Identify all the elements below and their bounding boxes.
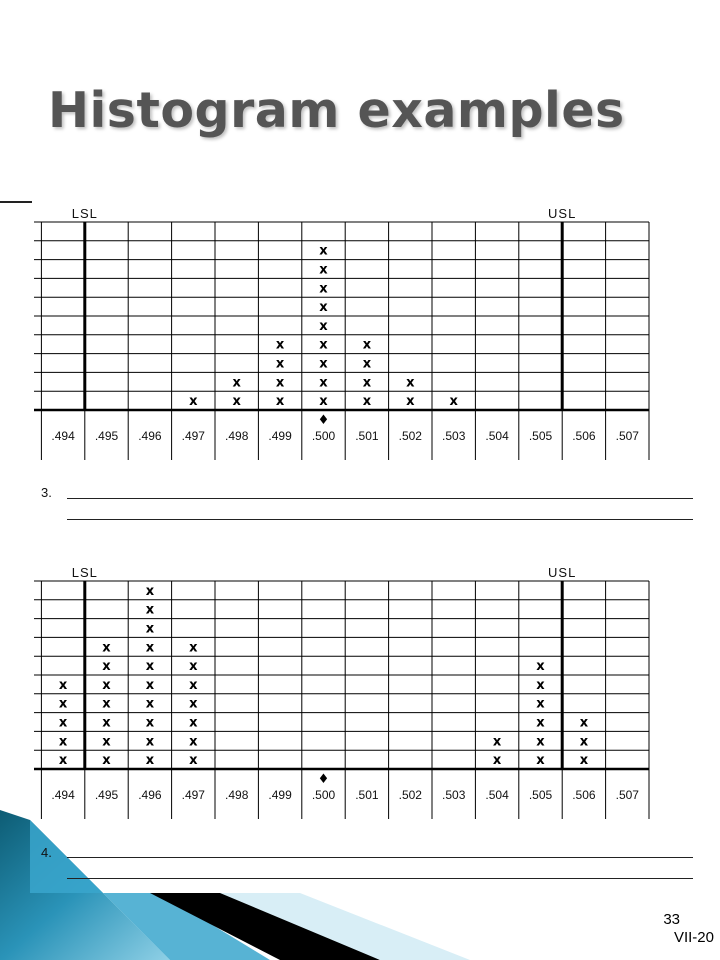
lsl-label: LSL: [71, 565, 98, 580]
tally-mark: x: [102, 677, 111, 693]
lsl-label: LSL: [71, 206, 98, 221]
tally-mark: x: [58, 753, 68, 769]
tally-mark: x: [492, 734, 502, 750]
tick-label: .500: [311, 429, 336, 443]
tally-mark: x: [406, 375, 415, 391]
tally-mark: x: [319, 375, 328, 391]
tally-mark: x: [579, 734, 589, 750]
tick-label: .505: [528, 788, 553, 802]
tick-label: .495: [94, 788, 119, 802]
answer-line-3b[interactable]: [67, 519, 693, 520]
tally-mark: x: [145, 602, 155, 618]
answer-line-4a[interactable]: [67, 857, 693, 858]
usl-label: USL: [548, 565, 577, 580]
tally-mark: x: [319, 318, 328, 334]
tick-label: .499: [268, 788, 292, 802]
tick-label: .504: [485, 788, 509, 802]
tally-mark: x: [362, 356, 372, 372]
tally-mark: x: [58, 734, 68, 750]
tally-mark: x: [145, 621, 155, 637]
exercise-label-3: 3.: [41, 485, 52, 500]
tick-label: .496: [138, 788, 162, 802]
tally-mark: x: [319, 394, 328, 410]
tick-label: .494: [51, 788, 75, 802]
tally-mark: x: [102, 696, 111, 712]
tally-mark: x: [232, 375, 241, 391]
tick-label: .496: [138, 429, 162, 443]
tick-label: .503: [442, 429, 466, 443]
page-number: 33: [663, 911, 680, 928]
tick-label: .498: [225, 788, 249, 802]
tick-label: .502: [398, 429, 422, 443]
histogram-chart-2: [0, 563, 660, 819]
tally-mark: x: [102, 640, 111, 656]
tally-mark: x: [145, 583, 155, 599]
tick-label: .502: [398, 788, 422, 802]
tick-label: .501: [355, 429, 379, 443]
slide-id: VII-20: [673, 929, 714, 946]
tally-mark: x: [145, 696, 155, 712]
tally-mark: x: [145, 715, 155, 731]
tally-mark: x: [449, 394, 458, 410]
tally-mark: x: [362, 394, 372, 410]
tick-label: .495: [94, 429, 119, 443]
tick-label: .506: [572, 788, 596, 802]
tally-mark: x: [189, 677, 198, 693]
tally-mark: x: [145, 753, 155, 769]
tally-mark: x: [189, 734, 198, 750]
exercise-label-4: 4.: [41, 845, 52, 860]
tally-mark: x: [275, 375, 285, 391]
tally-mark: x: [536, 753, 545, 769]
tally-mark: x: [145, 640, 155, 656]
tally-mark: x: [579, 753, 589, 769]
tick-label: .498: [225, 429, 249, 443]
tally-mark: x: [319, 243, 328, 259]
tally-mark: x: [362, 337, 372, 353]
tally-mark: x: [536, 677, 545, 693]
tally-mark: x: [319, 262, 328, 278]
answer-line-4b[interactable]: [67, 878, 693, 879]
tick-label: .507: [615, 429, 639, 443]
tally-mark: x: [492, 753, 502, 769]
tally-mark: x: [145, 677, 155, 693]
target-marker: ♦: [317, 413, 330, 428]
tally-mark: x: [189, 394, 198, 410]
slide-title: Histogram examples: [48, 82, 625, 139]
tick-label: .501: [355, 788, 379, 802]
tally-mark: x: [232, 394, 241, 410]
histogram-chart-1: [0, 204, 660, 460]
tick-label: .507: [615, 788, 639, 802]
tally-mark: x: [536, 734, 545, 750]
usl-label: USL: [548, 206, 577, 221]
tally-mark: x: [579, 715, 589, 731]
tally-mark: x: [189, 753, 198, 769]
tick-label: .494: [51, 429, 75, 443]
tally-mark: x: [319, 337, 328, 353]
tick-label: .503: [442, 788, 466, 802]
tick-label: .505: [528, 429, 553, 443]
tally-mark: x: [189, 640, 198, 656]
tally-mark: x: [102, 659, 111, 675]
tally-mark: x: [58, 715, 68, 731]
tick-label: .497: [181, 429, 205, 443]
title-divider: [0, 201, 32, 203]
tally-mark: x: [319, 281, 328, 297]
tally-mark: x: [102, 753, 111, 769]
tally-mark: x: [189, 715, 198, 731]
tick-label: .504: [485, 429, 509, 443]
tally-mark: x: [189, 659, 198, 675]
tally-mark: x: [58, 696, 68, 712]
tally-mark: x: [58, 677, 68, 693]
tally-mark: x: [102, 734, 111, 750]
tally-mark: x: [145, 734, 155, 750]
tally-mark: x: [189, 696, 198, 712]
tally-mark: x: [145, 659, 155, 675]
tally-mark: x: [406, 394, 415, 410]
tally-mark: x: [275, 337, 285, 353]
target-marker: ♦: [317, 772, 330, 787]
tick-label: .500: [311, 788, 336, 802]
tick-label: .499: [268, 429, 292, 443]
tally-mark: x: [536, 696, 545, 712]
tally-mark: x: [362, 375, 372, 391]
tick-label: .506: [572, 429, 596, 443]
tally-mark: x: [319, 300, 328, 316]
tally-mark: x: [536, 715, 545, 731]
tally-mark: x: [319, 356, 328, 372]
tally-mark: x: [275, 356, 285, 372]
tally-mark: x: [102, 715, 111, 731]
tally-mark: x: [275, 394, 285, 410]
tick-label: .497: [181, 788, 205, 802]
answer-line-3a[interactable]: [67, 498, 693, 499]
tally-mark: x: [536, 659, 545, 675]
